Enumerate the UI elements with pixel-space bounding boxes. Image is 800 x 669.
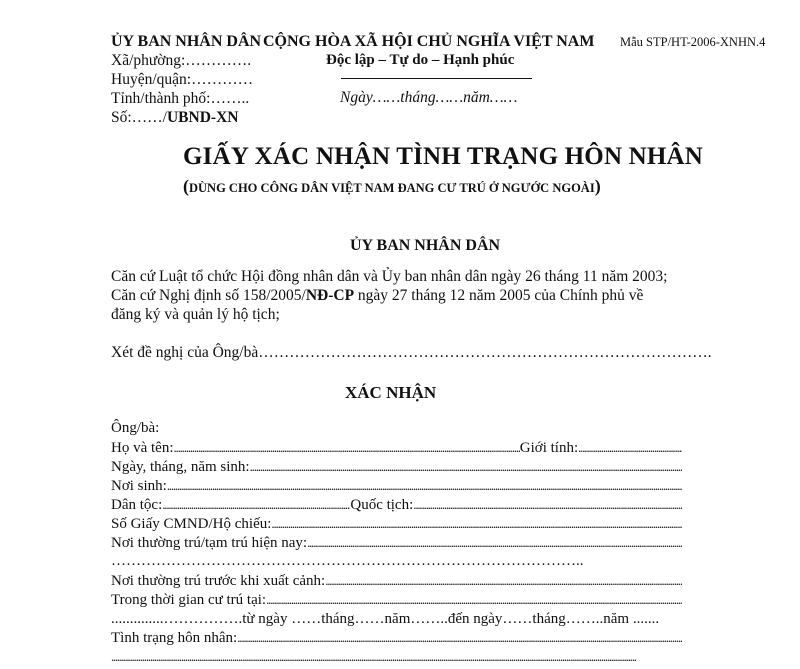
ethnicity-nationality-row — [111, 497, 682, 514]
nationality-label: Quốc tịch: — [350, 497, 414, 513]
residence-period-label: Trong thời gian cư trú tại: — [111, 592, 267, 608]
birthplace-input[interactable] — [167, 478, 682, 494]
full-name-input[interactable] — [173, 440, 519, 456]
birthplace-row — [111, 478, 682, 495]
legal-basis-2 — [111, 287, 643, 305]
dob-input[interactable] — [250, 459, 682, 475]
subtitle-close-paren: ) — [594, 176, 601, 196]
issuer-heading: ỦY BAN NHÂN DÂN — [350, 237, 501, 254]
residence-period-row — [111, 592, 682, 609]
ethnicity-input[interactable] — [162, 497, 350, 513]
dob-row — [111, 459, 682, 476]
document-number-prefix: Số:……/ — [111, 109, 167, 126]
gender-input[interactable] — [578, 440, 682, 456]
district-field[interactable]: Huyện/quận:………… — [111, 71, 254, 88]
current-residence-continuation[interactable]: ………………………………………………………………………………….. — [111, 553, 584, 569]
confirm-heading: XÁC NHẬN — [345, 383, 437, 402]
document-number-field[interactable] — [111, 109, 238, 127]
marital-status-row — [111, 630, 682, 647]
current-residence-row — [111, 535, 682, 552]
residence-dates-field[interactable]: ..............…………….từ ngày ……tháng……năm……..đến ngày……tháng……..năm ....... — [111, 611, 660, 627]
national-title: CỘNG HÒA XÃ HỘI CHỦ NGHĨA VIỆT NAM — [263, 33, 595, 50]
person-label: Ông/bà: — [111, 420, 160, 436]
name-gender-row — [111, 440, 682, 457]
id-number-input[interactable] — [271, 516, 682, 532]
current-residence-input[interactable] — [307, 535, 682, 551]
gender-label: Giới tính: — [519, 440, 579, 456]
subtitle-text: DÙNG CHO CÔNG DÂN VIỆT NAM ĐANG CƯ TRÚ Ở NGƯỚC NGOÀI — [189, 181, 595, 195]
id-number-row — [111, 516, 682, 533]
marital-status-continuation-input[interactable] — [111, 649, 682, 665]
legal-basis-2-rest: ngày 27 tháng 12 năm 2005 của Chính phủ về — [354, 287, 644, 304]
marital-status-input[interactable] — [237, 630, 682, 646]
form-code: Mẫu STP/HT-2006-XNHN.4 — [620, 35, 766, 49]
marital-status-continuation-row — [111, 649, 682, 665]
request-field[interactable]: Xét đề nghị của Ông/bà……………………………………………………………………………. — [111, 344, 712, 361]
issue-date-field[interactable]: Ngày……tháng……năm…… — [340, 89, 518, 106]
motto-divider — [341, 78, 532, 79]
province-field[interactable]: Tỉnh/thành phố:…….. — [111, 90, 250, 107]
national-motto: Độc lập – Tự do – Hạnh phúc — [326, 52, 515, 68]
legal-basis-2-text: Căn cứ Nghị định số 158/2005/ — [111, 287, 306, 304]
prior-residence-row — [111, 573, 682, 590]
current-residence-label: Nơi thường trú/tạm trú hiện nay: — [111, 535, 308, 551]
nationality-input[interactable] — [413, 497, 682, 513]
legal-basis-1: Căn cứ Luật tổ chức Hội đồng nhân dân và Ủy ban nhân dân ngày 26 tháng 11 năm 2003; — [111, 268, 668, 285]
document-title: GIẤY XÁC NHẬN TÌNH TRẠNG HÔN NHÂN — [183, 143, 704, 170]
dob-label: Ngày, tháng, năm sinh: — [111, 459, 250, 475]
document-number-suffix: UBND-XN — [166, 109, 239, 126]
birthplace-label: Nơi sinh: — [111, 478, 167, 494]
full-name-label: Họ và tên: — [111, 440, 174, 456]
subtitle-open-paren: ( — [183, 176, 189, 196]
decree-code: NĐ-CP — [305, 287, 355, 304]
document-subtitle — [183, 176, 601, 197]
marital-status-label: Tình trạng hôn nhân: — [111, 630, 238, 646]
prior-residence-label: Nơi thường trú trước khi xuất cảnh: — [111, 573, 326, 589]
ethnicity-label: Dân tộc: — [111, 497, 163, 513]
legal-basis-3: đăng ký và quản lý hộ tịch; — [111, 306, 280, 323]
id-number-label: Số Giấy CMND/Hộ chiếu: — [111, 516, 272, 532]
prior-residence-input[interactable] — [325, 573, 682, 589]
ward-field[interactable]: Xã/phường:…………. — [111, 52, 252, 69]
residence-place-input[interactable] — [266, 592, 682, 608]
issuer-header: ỦY BAN NHÂN DÂN — [111, 33, 262, 50]
